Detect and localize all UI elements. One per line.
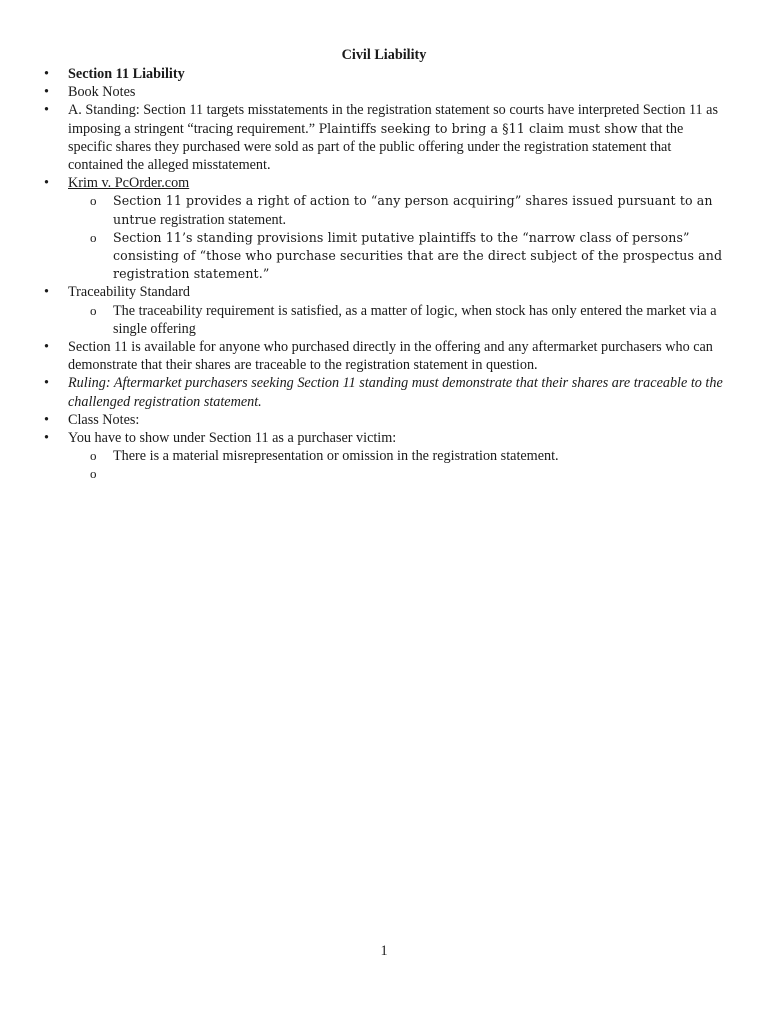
sub-item-empty — [44, 465, 728, 483]
list-item-text: Section 11 Liability — [68, 66, 185, 82]
document-title: Civil Liability — [341, 47, 427, 63]
bullet-icon: • — [44, 430, 49, 447]
sub-item-material-misrepresentation — [44, 447, 728, 465]
sub-item-traceability-requirement — [44, 302, 728, 338]
list-item-section-11-liability — [44, 65, 728, 83]
sub-item-text: There is a material misrepresentation or omission in the registration statement. — [113, 448, 559, 465]
list-item-standing — [44, 101, 728, 174]
list-item-text: You have to show under Section 11 as a purchaser victim: — [68, 430, 397, 447]
sub-bullet-icon: o — [90, 302, 97, 318]
list-item-text: Traceability Standard — [68, 284, 191, 301]
sub-bullet-icon: o — [90, 229, 97, 245]
notes-list — [44, 65, 728, 484]
bullet-icon: • — [44, 411, 49, 428]
sub-item-right-of-action — [44, 192, 728, 228]
ruling-text: Ruling: Aftermarket purchasers seeking Section 11 standing must demonstrate that their shares are traceable to the challenged registration statement. — [68, 375, 723, 410]
list-item-ruling — [44, 374, 728, 410]
page-number: 1 — [380, 943, 388, 959]
list-item-krim-case — [44, 174, 728, 192]
sub-item-text: registration statement. — [156, 211, 287, 228]
sub-item-text: Section 11’s standing provisions limit putative plaintiffs to the “narrow class of persons” consisting of “those who purchase securities that are the direct subject of the prospectus and registration statement.” — [113, 229, 723, 282]
sub-item-text: Section 11 provides a right of action to “any person acquiring” shares issued pursuant to an untrue — [113, 193, 713, 227]
bullet-icon: • — [44, 102, 49, 119]
bullet-icon: • — [44, 284, 49, 301]
list-item-class-notes — [44, 411, 728, 429]
list-item-text: A. Standing: Section 11 targets misstatements in the registration statement so courts have interpreted Section 11 as imposing a stringent “tracing requirement.” — [68, 102, 718, 137]
sub-item-standing-provisions — [44, 229, 728, 284]
sub-bullet-icon: o — [90, 448, 97, 464]
sub-item-text — [113, 466, 117, 482]
list-item-purchaser-victim — [44, 429, 728, 447]
bullet-icon: • — [44, 66, 49, 82]
sub-item-text: The traceability requirement is satisfied, as a matter of logic, when stock has only entered the market via a single offering — [113, 302, 717, 337]
bullet-icon: • — [44, 339, 49, 356]
bullet-icon: • — [44, 84, 49, 101]
list-item-text: Class Notes: — [68, 411, 140, 428]
sub-bullet-icon: o — [90, 193, 97, 209]
list-item-text: Section 11 is available for anyone who purchased directly in the offering and any aftermarket purchasers who can demonstrate that their shares are traceable to the registration statement in question. — [68, 339, 713, 374]
list-item-text: Book Notes — [68, 84, 136, 101]
list-item-text: Plaintiffs seeking to bring a §11 claim must show — [318, 120, 638, 136]
list-item-book-notes — [44, 83, 728, 101]
case-name: Krim v. PcOrder.com — [68, 175, 190, 192]
bullet-icon: • — [44, 175, 49, 192]
sub-bullet-icon: o — [90, 466, 97, 482]
list-item-traceability-standard — [44, 283, 728, 301]
bullet-icon: • — [44, 375, 49, 392]
list-item-text: that the specific shares they purchased were sold as part of the public offering under the registration statement that contained the alleged misstatement. — [68, 120, 684, 174]
list-item-availability — [44, 338, 728, 374]
